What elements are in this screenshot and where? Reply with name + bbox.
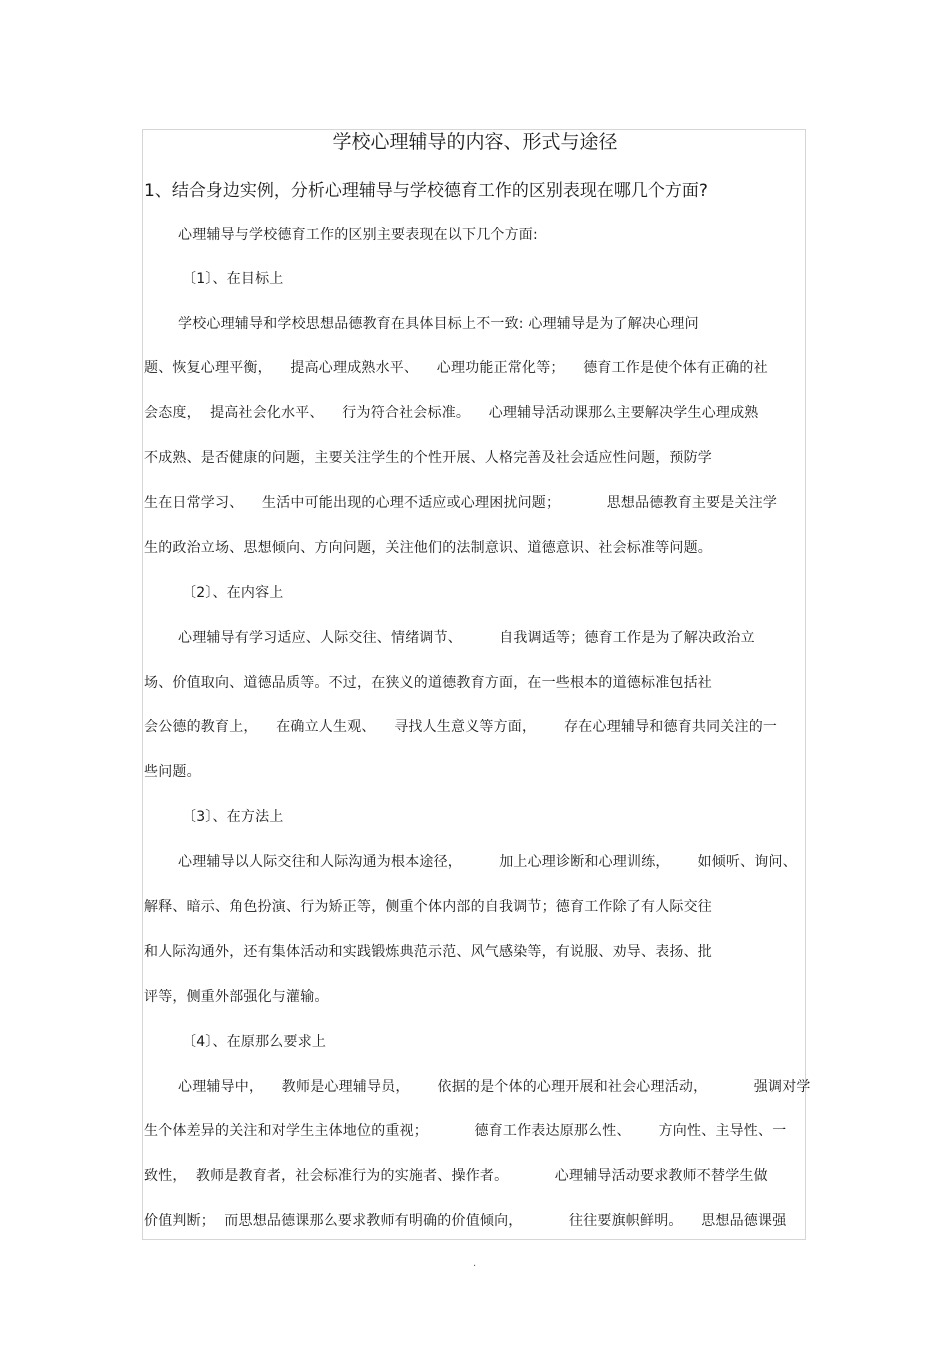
paragraph-line: 心理辅导中， 教师是心理辅导员， 依据的是个体的心理开展和社会心理活动， 强调对学 [178,1079,811,1095]
paragraph-line: 不成熟、是否健康的问题，主要关注学生的个性开展、人格完善及社会适应性问题，预防学 [144,450,712,466]
paragraph-line: 致性， 教师是教育者，社会标准行为的实施者、操作者。 心理辅导活动要求教师不替学生做 [144,1168,768,1184]
section-heading-content: 〔2〕、在内容上 [182,585,284,601]
paragraph-line: 解释、暗示、角色扮演、行为矫正等，侧重个体内部的自我调节；德育工作除了有人际交往 [144,899,712,915]
paragraph-line: 学校心理辅导和学校思想品德教育在具体目标上不一致: 心理辅导是为了解决心理问 [178,316,699,332]
section-heading-goal: 〔1〕、在目标上 [182,271,284,287]
page-marker: . [473,1258,477,1269]
paragraph-line: 价值判断； 而思想品德课那么要求教师有明确的价值倾向， 往往要旗帜鲜明。 思想品德课强 [144,1213,787,1229]
paragraph-line: 和人际沟通外，还有集体活动和实践锻炼典范示范、风气感染等，有说服、劝导、表扬、批 [144,944,712,960]
paragraph-line: 会态度， 提高社会化水平、 行为符合社会标准。 心理辅导活动课那么主要解决学生心理成熟 [144,405,759,421]
section-heading-method: 〔3〕、在方法上 [182,809,284,825]
paragraph-line: 场、价值取向、道德品质等。不过，在狭义的道德教育方面，在一些根本的道德标准包括社 [144,675,712,691]
paragraph-line: 会公德的教育上， 在确立人生观、 寻找人生意义等方面， 存在心理辅导和德育共同关注的一 [144,719,778,735]
paragraph-line: 心理辅导有学习适应、人际交往、情绪调节、 自我调适等；德育工作是为了解决政治立 [178,630,755,646]
intro-paragraph: 心理辅导与学校德育工作的区别主要表现在以下几个方面: [178,227,538,243]
question-heading: 1、结合身边实例，分析心理辅导与学校德育工作的区别表现在哪几个方面? [144,181,708,201]
paragraph-line: 生在日常学习、 生活中可能出现的心理不适应或心理困扰问题； 思想品德教育主要是关注学 [144,495,778,511]
paragraph-line: 题、恢复心理平衡， 提高心理成熟水平、 心理功能正常化等； 德育工作是使个体有正确的社 [144,360,768,376]
paragraph-line: 生的政治立场、思想倾向、方向问题，关注他们的法制意识、道德意识、社会标准等问题。 [144,540,712,556]
document-title: 学校心理辅导的内容、形式与途径 [332,131,618,153]
paragraph-line: 些问题。 [144,764,201,780]
section-heading-principle: 〔4〕、在原那么要求上 [182,1034,327,1050]
paragraph-line: 生个体差异的关注和对学生主体地位的重视； 德育工作表达原那么性、 方向性、主导性、一 [144,1123,787,1139]
paragraph-line: 评等，侧重外部强化与灌输。 [144,989,329,1005]
paragraph-line: 心理辅导以人际交往和人际沟通为根本途径， 加上心理诊断和心理训练， 如倾听、询问、 [178,854,797,870]
